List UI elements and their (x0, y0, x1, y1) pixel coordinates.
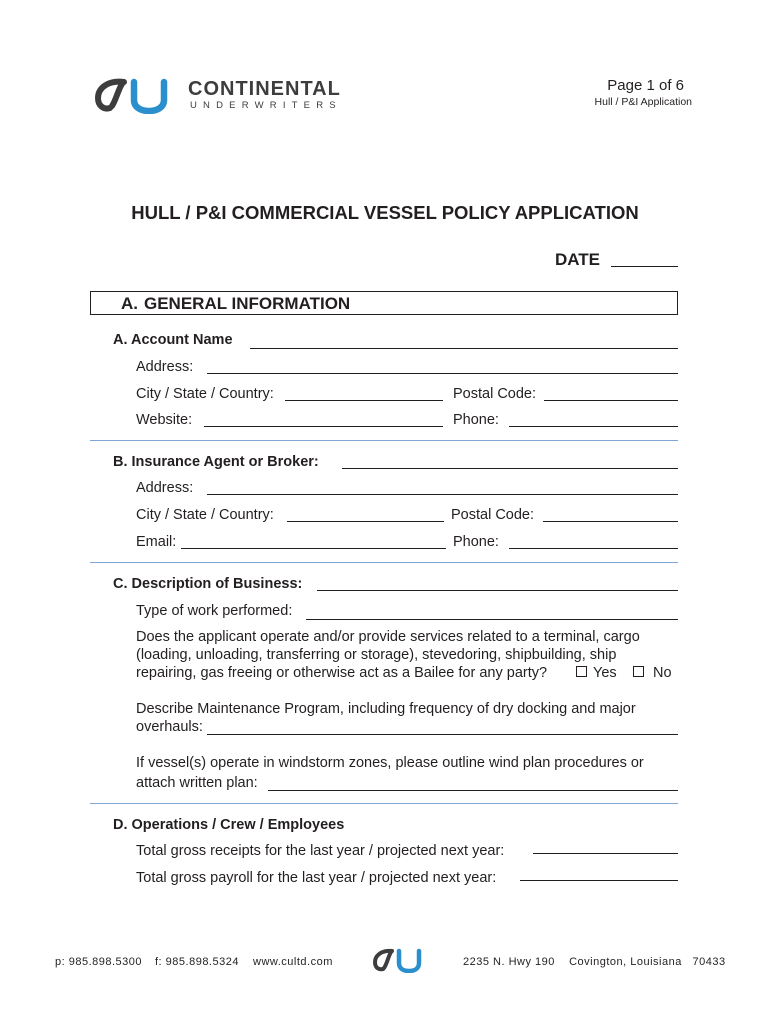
document-label: Hull / P&I Application (594, 96, 692, 108)
section-divider (90, 562, 678, 563)
broker-postal-label: Postal Code: (451, 507, 535, 523)
date-label: DATE (555, 250, 601, 269)
bailee-question-line-1: Does the applicant operate and/or provide services related to a terminal, cargo (136, 629, 640, 645)
work-type-label: Type of work performed: (136, 603, 293, 619)
business-description-field[interactable] (317, 590, 678, 591)
section-divider (90, 440, 678, 441)
broker-address-field[interactable] (207, 494, 678, 495)
broker-label: B. Insurance Agent or Broker: (113, 454, 319, 470)
account-website-field[interactable] (204, 426, 443, 427)
windstorm-label-line-1: If vessel(s) operate in windstorm zones, please outline wind plan procedures or (136, 755, 644, 771)
footer-logo-icon (372, 947, 426, 973)
broker-email-field[interactable] (181, 548, 446, 549)
windstorm-field[interactable] (268, 790, 678, 791)
page-number: Page 1 of 6 (607, 77, 684, 94)
brand-subtitle: UNDERWRITERS (190, 100, 342, 111)
broker-field[interactable] (342, 468, 678, 469)
account-name-label: A. Account Name (113, 332, 233, 348)
account-phone-label: Phone: (453, 412, 499, 428)
bailee-yes-label: Yes (593, 665, 617, 681)
section-heading: GENERAL INFORMATION (144, 294, 351, 313)
operations-label: D. Operations / Crew / Employees (113, 817, 345, 833)
account-address-label: Address: (136, 359, 194, 375)
footer-phone: p: 985.898.5300 (55, 956, 143, 968)
section-header-box (90, 291, 678, 315)
section-letter: A. (121, 294, 138, 313)
maintenance-label-line-1: Describe Maintenance Program, including frequency of dry docking and major (136, 701, 636, 717)
gross-payroll-field[interactable] (520, 880, 678, 881)
gross-receipts-field[interactable] (533, 853, 678, 854)
gross-payroll-label: Total gross payroll for the last year / projected next year: (136, 870, 497, 886)
company-logo-icon (94, 76, 178, 114)
bailee-no-checkbox[interactable] (633, 666, 644, 677)
account-postal-label: Postal Code: (453, 386, 537, 402)
brand-name: CONTINENTAL (188, 78, 341, 100)
account-address-field[interactable] (207, 373, 678, 374)
gross-receipts-label: Total gross receipts for the last year / projected next year: (136, 843, 505, 859)
page-title: HULL / P&I COMMERCIAL VESSEL POLICY APPLICATION (131, 202, 639, 223)
maintenance-label-line-2: overhauls: (136, 719, 203, 735)
footer-fax: f: 985.898.5324 (155, 956, 239, 968)
account-city-label: City / State / Country: (136, 386, 274, 402)
broker-phone-label: Phone: (453, 534, 499, 550)
bailee-question-line-3: repairing, gas freeing or otherwise act as a Bailee for any party? (136, 665, 548, 681)
broker-phone-field[interactable] (509, 548, 678, 549)
broker-city-label: City / State / Country: (136, 507, 274, 523)
account-website-label: Website: (136, 412, 193, 428)
broker-address-label: Address: (136, 480, 194, 496)
bailee-yes-checkbox[interactable] (576, 666, 587, 677)
broker-email-label: Email: (136, 534, 177, 550)
section-divider (90, 803, 678, 804)
broker-city-field[interactable] (287, 521, 444, 522)
bailee-question-line-2: (loading, unloading, transferring or storage), stevedoring, shipbuilding, ship (136, 647, 617, 663)
date-field[interactable] (611, 266, 678, 267)
footer-website: www.cultd.com (253, 956, 333, 968)
broker-postal-field[interactable] (543, 521, 678, 522)
account-name-field[interactable] (250, 348, 678, 349)
windstorm-label-line-2: attach written plan: (136, 775, 258, 791)
account-phone-field[interactable] (509, 426, 678, 427)
business-description-label: C. Description of Business: (113, 576, 303, 592)
account-city-field[interactable] (285, 400, 443, 401)
maintenance-field[interactable] (207, 734, 678, 735)
account-postal-field[interactable] (544, 400, 678, 401)
bailee-no-label: No (653, 665, 672, 681)
work-type-field[interactable] (306, 619, 678, 620)
footer-address: 2235 N. Hwy 190 Covington, Louisiana 70433 (463, 956, 726, 968)
